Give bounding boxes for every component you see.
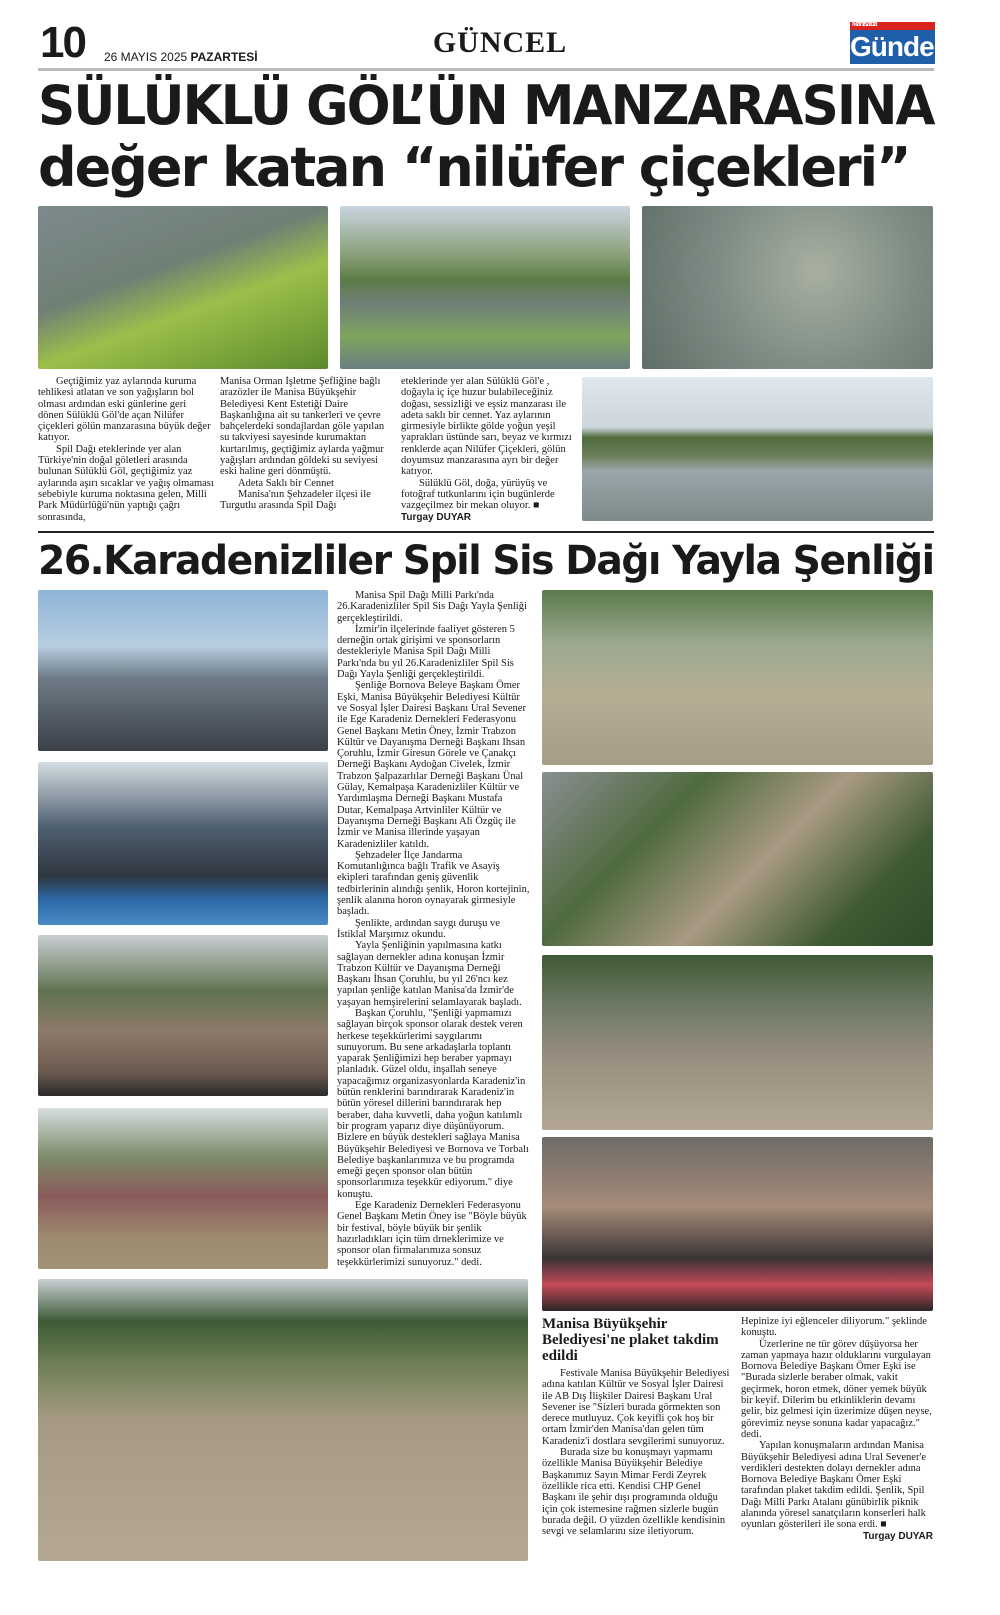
photo-stage-speakers bbox=[38, 762, 328, 925]
article1-column-1 bbox=[38, 376, 214, 528]
paragraph: Yapılan konuşmaların ardından Manisa Büyükşehir Belediyesi adına Ural Sevener'e verdikleri destekten dolayı dernekler adına Bornova Belediye Başkanı Ömer Eşki tarafından plaket takdim edildi. Şenlik, Spil Dağı Milli Parkı Atalanı günübirlik piknik alanında yöresel sanatçıların konserleri halk oyunları gösterileri ile sona erdi. ■ bbox=[741, 1440, 927, 1531]
byline: Turgay DUYAR bbox=[401, 511, 472, 523]
paragraph: Yayla Şenliğinin yapılmasına katkı sağlayan dernekler adına konuşan İzmir Trabzon Kültür ve Dayanışma Derneği Başkanı İhsan Çoruhlu, bu yıl 26'ncı kez yapılan şenliğe katılan Manisa'da İzmir'de yaşayan hemşirelerini selamlayarak başladı. bbox=[337, 940, 522, 1008]
section-title: GÜNCEL bbox=[432, 26, 568, 59]
photo-crowd-dancing bbox=[542, 955, 933, 1130]
photo-plaque-ceremony bbox=[38, 590, 328, 751]
paragraph: Manisa Spil Dağı Milli Parkı'nda 26.Karadenizliler Spil Sis Dağı Yayla Şenliği gerçekleştirildi. bbox=[337, 590, 527, 624]
photo-welcome-banner-aerial bbox=[542, 590, 933, 765]
photo-drone-road-view bbox=[542, 772, 933, 946]
article1-column-2 bbox=[220, 376, 396, 528]
paragraph: eteklerinde yer alan Sülüklü Göl'e , doğayla iç içe huzur bulabileceğiniz doğası, sessizliği ve eşsiz manzarası ile adeta saklı bir cennet. Yaz aylarının girmesiyle birlikte gölde yoğun yeşil yaprakları üstünde sarı, beyaz ve kırmızı renklerde açan Nilüfer Çiçekleri, gölün doyumsuz manzarasına ayrı bir değer katıyor. bbox=[401, 376, 572, 478]
photo-pink-water-lilies bbox=[642, 206, 933, 369]
byline: Turgay DUYAR bbox=[862, 1530, 933, 1542]
headline-line-1: SÜLÜKLÜ GÖL’ÜN MANZARASINA bbox=[38, 74, 934, 137]
paragraph: Sülüklü Göl, doğa, yürüyüş ve fotoğraf tutkunlarını için bugünlerde vazgeçilmez bir mekan oluyor. ■ bbox=[401, 477, 555, 512]
header-divider bbox=[38, 68, 934, 71]
logo-top: Manisa'da bbox=[852, 21, 877, 28]
paragraph: Şehzadeler İlçe Jandarma Komutanlığınca bağlı Trafik ve Asayiş ekipleri tarafından geniş güvenlik tedbirlerinin alındığı şenlik, Horon kortejinin, şenlik alanına horon oynayarak girmesiyle başladı. bbox=[337, 849, 530, 918]
page-number: 10 bbox=[40, 18, 85, 67]
paragraph: Spil Dağı eteklerinde yer alan Türkiye'nin doğal göletleri arasında bulunan Sülüklü Göl, geçtiğimiz yaz aylarında aşırı sıcaklar ve yağış olmaması sebebiyle kuruma noktasına gelen, Milli Park Müdürlüğü'nün yaptığı çağrı sonrasında, bbox=[38, 443, 214, 523]
paragraph: Şenlikte, ardından saygı duruşu ve İstiklal Marşımız okundu. bbox=[337, 917, 500, 940]
paragraph: Manisa'nın Şehzadeler ilçesi ile Turgutlu arasında Spil Dağı bbox=[220, 488, 371, 512]
headline-festival: 26.Karadenizliler Spil Sis Dağı Yayla Şenliği bbox=[38, 538, 934, 584]
photo-water-lilies-closeup bbox=[38, 206, 328, 369]
photo-folk-dancers bbox=[38, 1108, 328, 1269]
headline-line-2: değer katan “nilüfer çiçekleri” bbox=[38, 136, 910, 199]
paragraph: Şenliğe Bornova Beleye Başkanı Ömer Eşki, Manisa Büyükşehir Belediyesi Kültür ve Sosyal İşler Dairesi Başkanı Ural Sevener ile Ege Karadeniz Dernekleri Federasyonu Genel Başkanı Metin Öney, İzmir Trabzon Kültür ve Dayanışma Derneği Başkanı Ihsan Çoruhlu, İzmir Giresun Görele ve Çanakçı Derneği Başkanı Aydoğan Civelek, İzmir Trabzon Şalpazarlılar Derneği Başkanı Ünal Gülay, Kemalpaşa Karadenizliler Kültür ve Yardımlaşma Derneği Başkanı Mustafa Dutar, Kemalpaşa Artvinliler Kültür ve Dayanışma Derneği Başkanı Ali Özgüç ile İzmir ve Manisa illerinde yaşayan Karadenizliler katıldı. bbox=[337, 680, 526, 850]
photo-lake-landscape bbox=[340, 206, 630, 369]
article1-column-3 bbox=[401, 376, 575, 528]
issue-date bbox=[104, 50, 258, 64]
logo-text: Gündem bbox=[850, 31, 958, 62]
paragraph: İzmir'in ilçelerinde faaliyet gösteren 5 derneğin ortak girişimi ve sponsorların destekleriyle Manisa Spil Dağı Milli Parkı'nda bu yıl 26.Karadenizliler Spil Sis Dağı Yayla Şenliği gerçekleştirildi. bbox=[337, 623, 515, 681]
subheading-plaque: Manisa Büyükşehir Belediyesi'ne plaket takdim edildi bbox=[542, 1316, 719, 1364]
photo-crowd-stage bbox=[38, 935, 328, 1096]
date-text: 26 MAYIS 2025 bbox=[104, 50, 188, 64]
paragraph: Başkan Çoruhlu, "Şenliği yapmamızı sağlayan birçok sponsor olarak destek veren herkese teşekkürlerimi saygılarımı sunuyorum. Bu sene arkadaşlarla toplantı yaparak Şenliğimizi hep beraber yapmayı planladık. Güzel oldu, inşallah seneye yapacağımız organizasyonlarda Karadeniz'in bütün renklerini barındırarak Karadeniz'in bütün yöresel dillerini barındırarak hep beraber, daha kuvvetli, daha yoğun katılımlı bir program yaparız diye düşünüyorum. Bizlere en büyük destekleri sağlaya Manisa Büyükşehir Belediyesi ve Bornova ve Torbalı Belediye başkanlarımıza ve bu programda emeği geçen sponsor olan bütün sponsorlarımıza teşekkür ediyorum." diye konuştu. bbox=[337, 1007, 529, 1200]
photo-lake-island bbox=[582, 377, 933, 521]
photo-crowd-closeup bbox=[542, 1137, 933, 1311]
newspaper-logo bbox=[850, 21, 958, 64]
paragraph: Manisa Orman İşletme Şefliğine bağlı arazözler ile Manisa Büyükşehir Belediyesi Kent Estetiği Daire Başkanlığına ait su tankerleri ve çevre bahçelerdeki sondajlardan göle yapılan su takviyesi sayesinde kurumaktan kurtarılmış, geçtiğimiz aylarda yağmur yağışları ardından göldeki su seviyesi eski haline geri dönmüştü. bbox=[220, 376, 385, 478]
paragraph: Hepinize iyi eğlenceler diliyorum." şeklinde konuştu. bbox=[741, 1316, 927, 1339]
subhead: Adeta Saklı bir Cennet bbox=[238, 477, 334, 489]
paragraph: Geçtiğimiz yaz aylarında kuruma tehlikesi atlatan ve son yağışların bol olması ardından eski günlerine geri dönen Sülüklü Göl'de açan Nilüfer çiçekleri gölün manzarasına büyük değer katıyor. bbox=[38, 376, 211, 444]
article2-column-1 bbox=[337, 590, 531, 1268]
article-divider bbox=[38, 531, 934, 533]
paragraph: Ege Karadeniz Dernekleri Federasyonu Genel Başkanı Metin Öney ise "Böyle büyük bir festival, böyle büyük bir şenlik hazırladıkları için tüm drneklerimize ve sponsor olan firmalarımıza sonsuz teşekkürlerimizi sunuyoruz." dedi. bbox=[337, 1200, 527, 1268]
paragraph: Festivale Manisa Büyükşehir Belediyesi adına katılan Kültür ve Sosyal İşler Dairesi ile AB Dış İlişkiler Dairesi Başkanı Ural Sevener ise "Sizleri burada görmekten son derece mutluyuz. Çok keyifli çok hoş bir ortam İzmir'den Manisa'dan gelen tüm Karadeniz'i dostlara sevgilerimi sunuyoruz. bbox=[542, 1368, 730, 1447]
paragraph: Üzerlerine ne tür görev düşüyorsa her zaman yapmaya hazır olduklarını vurgulayan Bornova Belediye Başkanı Ömer Eşki ise "Burada sizlerle beraber olmak, vakit geçirmek, horon etmek, döner yemek büyük bir keyif. Dilerim bu etkinliklerin devamı gelir, biz gelmesi için üzerimize düşen neyse, görevimiz neyse sonuna kadar yapacağız." dedi. bbox=[741, 1338, 932, 1440]
article2-column-3 bbox=[741, 1316, 933, 1542]
paragraph: Burada size bu konuşmayı yapmamı özellikle Manisa Büyükşehir Belediye Başkanımız Sayın Mimar Ferdi Zeyrek özellikle rica etti. Kendisi CHP Genel Başkanı ile şehir dışı programında olduğu için çok istemesine rağmen sizlerle bugün burada değil. O yüzden özellikle kendisinin sevgi ve selamlarını size iletiyorum. bbox=[542, 1447, 726, 1538]
article2-column-2 bbox=[542, 1316, 735, 1537]
weekday-text: PAZARTESİ bbox=[190, 50, 258, 64]
photo-aerial-crowd-field bbox=[38, 1279, 528, 1561]
